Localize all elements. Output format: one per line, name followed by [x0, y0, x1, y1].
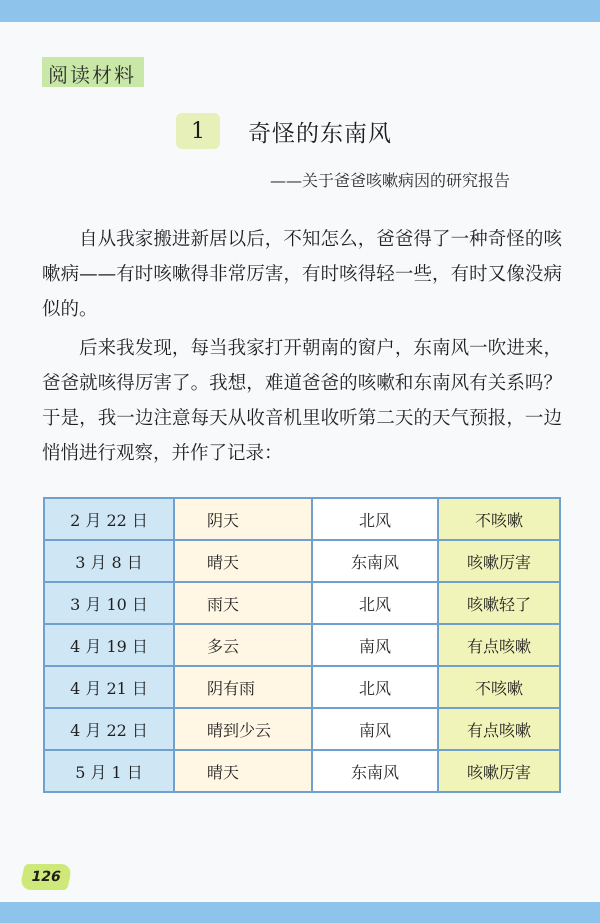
article-number-badge: 1: [176, 113, 220, 149]
wind-cell: 南风: [312, 708, 438, 750]
article-title: 奇怪的东南风: [248, 121, 392, 147]
cough-cell: 不咳嗽: [438, 666, 560, 708]
weather-cell: 雨天: [174, 582, 312, 624]
cough-cell: 有点咳嗽: [438, 624, 560, 666]
wind-cell: 东南风: [312, 540, 438, 582]
date-cell: 2 月 22 日: [44, 498, 174, 540]
article-subtitle: ——关于爸爸咳嗽病因的研究报告: [270, 171, 511, 190]
paragraph-1: 自从我家搬进新居以后，不知怎么，爸爸得了一种奇怪的咳嗽病——有时咳嗽得非常厉害，有时咳得轻一些，有时又像没病似的。: [42, 229, 562, 320]
date-cell: 4 月 22 日: [44, 708, 174, 750]
wind-cell: 东南风: [312, 750, 438, 792]
weather-cell: 晴天: [174, 750, 312, 792]
date-cell: 3 月 10 日: [44, 582, 174, 624]
weather-cell: 阴天: [174, 498, 312, 540]
top-color-band: [0, 0, 600, 22]
wind-cell: 北风: [312, 666, 438, 708]
table-row: [44, 750, 560, 792]
wind-cell: 北风: [312, 498, 438, 540]
weather-cell: 阴有雨: [174, 666, 312, 708]
date-cell: 4 月 21 日: [44, 666, 174, 708]
bottom-color-band: [0, 902, 600, 923]
weather-cell: 晴到少云: [174, 708, 312, 750]
table-row: [44, 708, 560, 750]
table-row: [44, 666, 560, 708]
table-row: [44, 498, 560, 540]
date-cell: 3 月 8 日: [44, 540, 174, 582]
page-number: 126: [19, 864, 73, 890]
wind-cell: 南风: [312, 624, 438, 666]
table-row: [44, 624, 560, 666]
cough-cell: 不咳嗽: [438, 498, 560, 540]
cough-cell: 咳嗽厉害: [438, 750, 560, 792]
article-body: [42, 222, 562, 475]
wind-cell: 北风: [312, 582, 438, 624]
table-row: [44, 582, 560, 624]
date-cell: 4 月 19 日: [44, 624, 174, 666]
date-cell: 5 月 1 日: [44, 750, 174, 792]
weather-cell: 晴天: [174, 540, 312, 582]
cough-cell: 咳嗽轻了: [438, 582, 560, 624]
cough-cell: 有点咳嗽: [438, 708, 560, 750]
observation-record-table: [43, 497, 561, 793]
paragraph-2: 后来我发现，每当我家打开朝南的窗户，东南风一吹进来，爸爸就咳得厉害了。我想，难道爸爸的咳嗽和东南风有关系吗？于是，我一边注意每天从收音机里收听第二天的天气预报，一边悄悄进行观察，并作了记录：: [42, 338, 562, 464]
section-label: 阅读材料: [42, 57, 144, 87]
cough-cell: 咳嗽厉害: [438, 540, 560, 582]
table-row: [44, 540, 560, 582]
weather-cell: 多云: [174, 624, 312, 666]
